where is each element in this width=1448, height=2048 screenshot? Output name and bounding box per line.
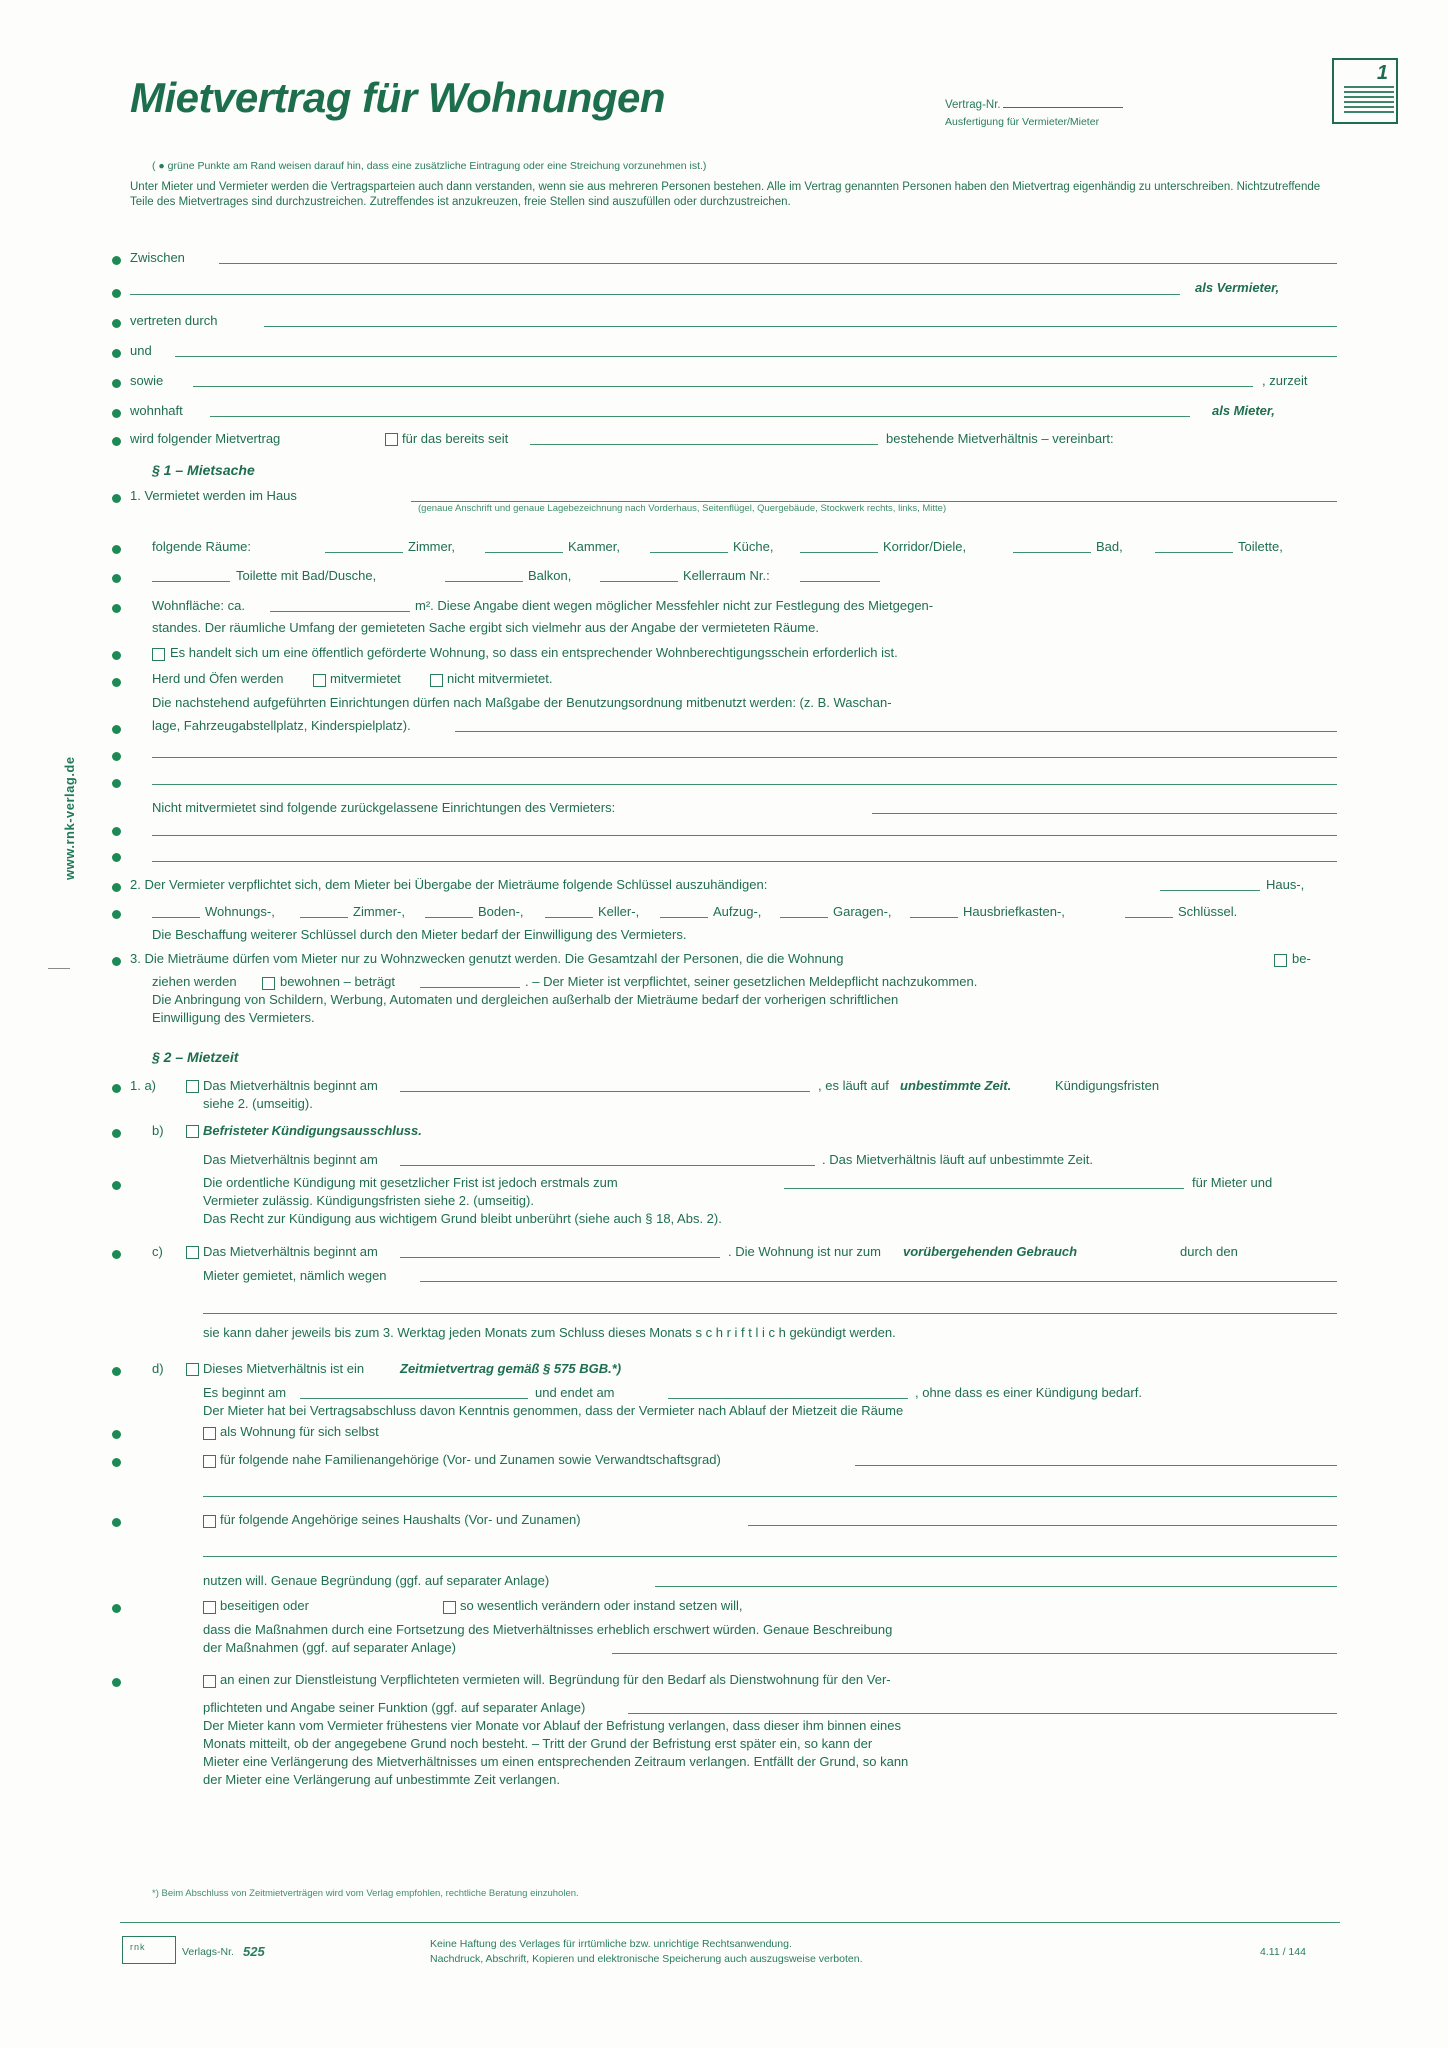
checkbox-dienstwohnung[interactable] — [203, 1675, 216, 1688]
label-p2-d-cb1: als Wohnung für sich selbst — [220, 1424, 379, 1439]
margin-dot — [112, 853, 121, 862]
margin-dot — [112, 1458, 121, 1467]
label-wohnhaft: wohnhaft — [130, 403, 183, 418]
page-title: Mietvertrag für Wohnungen — [130, 74, 666, 121]
field-und[interactable] — [175, 356, 1337, 357]
margin-dot — [112, 289, 121, 298]
footer-code: 4.11 / 144 — [1260, 1946, 1306, 1958]
corner-page-number: 1 — [1376, 62, 1388, 84]
label-p1-item3b-post: . – Der Mieter ist verpflichtet, seiner gesetzlichen Meldepflicht nachzukommen. — [525, 974, 978, 989]
label-p2-b-line2b: für Mieter und — [1192, 1175, 1273, 1190]
label-herd-oefen: Herd und Öfen werden — [152, 671, 284, 686]
label-key-hausbriefkasten: Hausbriefkasten-, — [963, 904, 1065, 919]
label-p1-item1: 1. Vermietet werden im Haus — [130, 488, 297, 503]
margin-dot — [112, 1367, 121, 1376]
label-p2-d-cb6: an einen zur Dienstleistung Verpflichteten vermieten will. Begründung für den Bedarf als Dienstwohnung für den Ver- — [220, 1672, 891, 1687]
checkbox-zeitmietvertrag[interactable] — [186, 1363, 199, 1376]
checkbox-familienangehoerige[interactable] — [203, 1455, 216, 1468]
label-key-aufzug: Aufzug-, — [713, 904, 762, 919]
field-haushaltsangehoerige-1[interactable] — [748, 1525, 1337, 1526]
margin-dot — [112, 1181, 121, 1190]
checkbox-nicht-mitvermietet[interactable] — [430, 674, 443, 687]
margin-dot — [112, 827, 121, 836]
field-kammer[interactable] — [485, 552, 563, 553]
label-room-korridor: Korridor/Diele, — [883, 539, 967, 554]
field-einrichtungen-3[interactable] — [152, 784, 1337, 785]
heading-paragraph-2: § 2 – Mietzeit — [152, 1049, 239, 1065]
field-wohnhaft[interactable] — [210, 416, 1190, 417]
field-sowie[interactable] — [193, 386, 1253, 387]
field-p2-c-beginn[interactable] — [400, 1257, 720, 1258]
label-p2-d-line2b: und endet am — [535, 1385, 615, 1400]
margin-dot — [112, 957, 121, 966]
field-kellerraum-pre[interactable] — [600, 581, 678, 582]
footer-divider — [120, 1922, 1340, 1923]
label-p2-b-line3: Vermieter zulässig. Kündigungsfristen siehe 2. (umseitig). — [203, 1193, 534, 1208]
field-key-7[interactable] — [1125, 917, 1173, 918]
label-p2-1a: 1. a) — [130, 1078, 157, 1093]
label-wohnflaeche-unit: m². Diese Angabe dient wegen möglicher Messfehler nicht zur Festlegung des Mietgegen- — [415, 598, 934, 613]
label-einrichtungen-2: lage, Fahrzeugabstellplatz, Kinderspielplatz). — [152, 718, 411, 733]
label-room-kueche: Küche, — [733, 539, 774, 554]
label-p1-item3b-cb: bewohnen – beträgt — [280, 974, 395, 989]
label-p2-b-line1: Das Mietverhältnis beginnt am — [203, 1152, 378, 1167]
label-p1-item3d: Einwilligung des Vermieters. — [152, 1010, 315, 1025]
label-p2-d-cb3: für folgende Angehörige seines Haushalts (Vor- und Zunamen) — [220, 1512, 581, 1527]
field-key-4[interactable] — [660, 917, 708, 918]
footnote-zeitmietvertrag: *) Beim Abschluss von Zeitmietverträgen wird vom Verlag empfohlen, rechtliche Beratung einzuholen. — [152, 1888, 579, 1899]
field-einrichtungen-2[interactable] — [152, 757, 1337, 758]
margin-dot — [112, 574, 121, 583]
label-sowie: sowie — [130, 373, 164, 388]
margin-dot — [112, 910, 121, 919]
margin-dot — [112, 1430, 121, 1439]
label-key-keller: Keller-, — [598, 904, 640, 919]
field-massnahmen[interactable] — [612, 1653, 1337, 1654]
label-room-kellerraum: Kellerraum Nr.: — [683, 568, 770, 583]
margin-dot — [112, 779, 121, 788]
label-vertreten-durch: vertreten durch — [130, 313, 218, 328]
label-als-mieter: als Mieter, — [1212, 403, 1275, 418]
label-p2-d-line8: Der Mieter kann vom Vermieter frühestens vier Monate vor Ablauf der Befristung verlangen, dass dieser ihm binnen eines — [203, 1718, 902, 1733]
field-key-3[interactable] — [545, 917, 593, 918]
field-p2-b-beginn[interactable] — [400, 1165, 815, 1166]
label-p2-d-cb4: beseitigen oder — [220, 1598, 309, 1613]
label-room-kammer: Kammer, — [568, 539, 621, 554]
label-p2-c-line1: Das Mietverhältnis beginnt am — [203, 1244, 378, 1259]
field-key-1[interactable] — [300, 917, 348, 918]
field-p2-c-grund-2[interactable] — [203, 1313, 1337, 1314]
margin-dot — [112, 256, 121, 265]
field-nicht-mitvermietet-1[interactable] — [872, 813, 1337, 814]
field-begruendung[interactable] — [655, 1586, 1337, 1587]
label-p2-d-line2a: Es beginnt am — [203, 1385, 287, 1400]
field-p2-b-erstmals-zum[interactable] — [784, 1188, 1184, 1189]
label-p2-d-line5: dass die Maßnahmen durch eine Fortsetzung des Mietverhältnisses erheblich erschwert würden. Genaue Beschreibung — [203, 1622, 893, 1637]
label-p2-d-cb5: so wesentlich verändern oder instand setzen will, — [460, 1598, 743, 1613]
label-p2-b-line2: Die ordentliche Kündigung mit gesetzlicher Frist ist jedoch erstmals zum — [203, 1175, 618, 1190]
label-p2-b-bold: Befristeter Kündigungsausschluss. — [203, 1123, 422, 1138]
contract-number-label: Vertrag-Nr. — [945, 99, 1001, 111]
field-familienangehoerige-1[interactable] — [855, 1465, 1337, 1466]
label-room-balkon: Balkon, — [528, 568, 572, 583]
footer-disclaimer-1: Keine Haftung des Verlages für irrtümliche bzw. unrichtige Rechtsanwendung. — [430, 1938, 792, 1950]
label-p2-d-line11: der Mieter eine Verlängerung auf unbestimmte Zeit verlangen. — [203, 1772, 560, 1787]
label-p2-c-line1b: . Die Wohnung ist nur zum — [728, 1244, 881, 1259]
label-p2-d-line10: Mieter eine Verlängerung des Mietverhältnisses um einen entsprechenden Zeitraum verlangen. Entfällt der Grund, so kann — [203, 1754, 909, 1769]
margin-dot — [112, 319, 121, 328]
field-key-6[interactable] — [910, 917, 958, 918]
label-und: und — [130, 343, 152, 358]
margin-dot — [112, 725, 121, 734]
label-einrichtungen-1: Die nachstehend aufgeführten Einrichtungen dürfen nach Maßgabe der Benutzungsordnung mitbenutzt werden: (z. B. Waschan- — [152, 695, 892, 710]
publisher-url: www.rnk-verlag.de — [62, 756, 77, 880]
label-bestehende-mietverhaeltnis: bestehende Mietverhältnis – vereinbart: — [886, 431, 1114, 446]
label-wohnflaeche-cont: standes. Der räumliche Umfang der gemieteten Sache ergibt sich vielmehr aus der Angabe der vermieteten Räume. — [152, 620, 819, 635]
label-p2-d-line7: pflichteten und Angabe seiner Funktion (ggf. auf separater Anlage) — [203, 1700, 586, 1715]
label-p2-d-line1: Dieses Mietverhältnis ist ein — [203, 1361, 365, 1376]
contract-number-field — [945, 96, 1123, 111]
contract-number-blank[interactable] — [1003, 96, 1123, 108]
label-p2-1c: c) — [152, 1244, 163, 1259]
label-p2-d-line9: Monats mitteilt, ob der angegebene Grund noch besteht. – Tritt der Grund der Befristung erst später ein, so kann der — [203, 1736, 873, 1751]
checkbox-bewohnen[interactable] — [262, 977, 275, 990]
label-p2-b-line1b: . Das Mietverhältnis läuft auf unbestimmte Zeit. — [822, 1152, 1093, 1167]
label-p2-1b: b) — [152, 1123, 164, 1138]
margin-dot — [112, 349, 121, 358]
checkbox-beseitigen[interactable] — [203, 1601, 216, 1614]
label-key-boden: Boden-, — [478, 904, 524, 919]
label-key-garagen: Garagen-, — [833, 904, 892, 919]
field-key-2[interactable] — [425, 917, 473, 918]
field-nicht-mitvermietet-2[interactable] — [152, 835, 1337, 836]
label-p2-c-bold: vorübergehenden Gebrauch — [903, 1244, 1078, 1259]
checkbox-oeffentlich-gefoerdert[interactable] — [152, 648, 165, 661]
label-key-schluessel: Schlüssel. — [1178, 904, 1238, 919]
label-room-zimmer: Zimmer, — [408, 539, 455, 554]
margin-dot — [112, 1129, 121, 1138]
margin-dot — [112, 1678, 121, 1687]
field-p2-c-grund-1[interactable] — [420, 1281, 1337, 1282]
field-einrichtungen-1[interactable] — [455, 731, 1337, 732]
label-oeffentlich-gefoerdert: Es handelt sich um eine öffentlich geförderte Wohnung, so dass ein entsprechender Wohnberechtigungsschein erforderlich ist. — [170, 645, 898, 660]
field-key-0[interactable] — [152, 917, 200, 918]
copy-label: Ausfertigung für Vermieter/Mieter — [945, 116, 1100, 128]
label-p1-item3a: 3. Die Mieträume dürfen vom Mieter nur zu Wohnzwecken genutzt werden. Die Gesamtzahl der Personen, die die Wohnung — [130, 951, 844, 966]
label-key-zimmer: Zimmer-, — [353, 904, 405, 919]
field-korridor[interactable] — [800, 552, 878, 553]
field-p2-d-beginn[interactable] — [300, 1398, 528, 1399]
checkbox-bestehendes-mietverhaeltnis[interactable] — [385, 433, 398, 446]
field-toilette[interactable] — [1155, 552, 1233, 553]
checkbox-wesentlich-veraendern[interactable] — [443, 1601, 456, 1614]
field-zimmer[interactable] — [325, 552, 403, 553]
label-p2-a-text: Das Mietverhältnis beginnt am — [203, 1078, 378, 1093]
label-nicht-mitvermietet: nicht mitvermietet. — [447, 671, 553, 686]
checkbox-haushaltsangehoerige[interactable] — [203, 1515, 216, 1528]
label-p1-item3b-pre: ziehen werden — [152, 974, 237, 989]
margin-dot — [112, 651, 121, 660]
field-personenanzahl[interactable] — [420, 987, 520, 988]
margin-dot — [112, 1604, 121, 1613]
margin-dot — [112, 604, 121, 613]
label-p2-c-line1c: durch den — [1180, 1244, 1238, 1259]
margin-dot — [112, 678, 121, 687]
checkbox-befristeter-kuendigungsausschluss[interactable] — [186, 1125, 199, 1138]
field-haus-anschrift[interactable] — [411, 501, 1337, 502]
label-p2-d-line3: Der Mieter hat bei Vertragsabschluss davon Kenntnis genommen, dass der Vermieter nach Ablauf der Mietzeit die Räume — [203, 1403, 904, 1418]
field-key-5[interactable] — [780, 917, 828, 918]
field-vertreten-durch[interactable] — [264, 326, 1337, 327]
label-key-wohnungs: Wohnungs-, — [205, 904, 275, 919]
margin-dot — [112, 437, 121, 446]
label-mitvermietet: mitvermietet — [330, 671, 401, 686]
field-toilette-bad[interactable] — [152, 581, 230, 582]
label-wohnflaeche: Wohnfläche: ca. — [152, 598, 245, 613]
field-p2-a-beginn[interactable] — [400, 1091, 810, 1092]
checkbox-voruebergehender-gebrauch[interactable] — [186, 1246, 199, 1259]
label-p2-1d: d) — [152, 1361, 164, 1376]
margin-dot — [112, 1518, 121, 1527]
label-wird-folgender: wird folgender Mietvertrag — [130, 431, 281, 446]
field-bestehend-seit[interactable] — [530, 444, 878, 445]
hint-haus-anschrift: (genaue Anschrift und genaue Lagebezeichnung nach Vorderhaus, Seitenflügel, Quergebäude, Stockwerk rechts, links, Mitte) — [418, 503, 947, 514]
field-wohnflaeche[interactable] — [270, 611, 410, 612]
checkbox-beziehen-werden[interactable] — [1274, 954, 1287, 967]
checkbox-unbestimmte-zeit[interactable] — [186, 1080, 199, 1093]
margin-dot — [112, 1250, 121, 1259]
field-zwischen[interactable] — [219, 263, 1337, 264]
margin-dot — [112, 1084, 121, 1093]
label-rooms-lead: folgende Räume: — [152, 539, 252, 554]
field-balkon[interactable] — [445, 581, 523, 582]
field-schluessel-haus[interactable] — [1160, 890, 1260, 891]
label-zurzeit: , zurzeit — [1262, 373, 1308, 388]
label-zwischen: Zwischen — [130, 250, 185, 265]
label-als-vermieter: als Vermieter, — [1195, 280, 1280, 295]
corner-decorative-icon — [1344, 86, 1394, 114]
label-p2-d-cb2: für folgende nahe Familienangehörige (Vor- und Zunamen sowie Verwandtschaftsgrad) — [220, 1452, 721, 1467]
heading-paragraph-1: § 1 – Mietsache — [152, 462, 255, 478]
field-p2-d-ende[interactable] — [668, 1398, 908, 1399]
label-p1-item2-cont: Die Beschaffung weiterer Schlüssel durch den Mieter bedarf der Einwilligung des Vermieters. — [152, 927, 687, 942]
label-room-toilette: Toilette, — [1238, 539, 1283, 554]
publisher-logo-text: rnk — [130, 1942, 146, 1952]
intro-paragraph: Unter Mieter und Vermieter werden die Vertragsparteien auch dann verstanden, wenn sie aus mehreren Personen bestehen. Alle im Vertrag genannten Personen haben den Mietvertrag eigenhändig zu unterschreiben. Nichtzutreffende Teile des Mietvertrages sind durchzustreichen. Zutreffendes ist anzukreuzen, freie Stellen sind auszufüllen oder durchzustreichen. — [130, 181, 1321, 208]
label-p2-d-line4: nutzen will. Genaue Begründung (ggf. auf separater Anlage) — [203, 1573, 550, 1588]
field-kellerraum-nr[interactable] — [800, 581, 880, 582]
green-dot-note: ( ● grüne Punkte am Rand weisen darauf hin, dass eine zusätzliche Eintragung oder eine Streichung vorzunehmen ist.) — [152, 160, 707, 172]
field-zwischen-2[interactable] — [130, 294, 1180, 295]
label-p2-d-bold: Zeitmietvertrag gemäß § 575 BGB.*) — [400, 1361, 622, 1376]
label-room-toilette-bad: Toilette mit Bad/Dusche, — [236, 568, 377, 583]
checkbox-mitvermietet[interactable] — [313, 674, 326, 687]
field-dienstwohnung-funktion[interactable] — [628, 1713, 1337, 1714]
label-p2-d-line6: der Maßnahmen (ggf. auf separater Anlage) — [203, 1640, 456, 1655]
label-p1-item2: 2. Der Vermieter verpflichtet sich, dem Mieter bei Übergabe der Mieträume folgende Schlüssel auszuhändigen: — [130, 877, 768, 892]
field-kueche[interactable] — [650, 552, 728, 553]
margin-dot — [112, 409, 121, 418]
label-fuer-das-bereits-seit: für das bereits seit — [402, 431, 509, 446]
field-haushaltsangehoerige-2[interactable] — [203, 1556, 1337, 1557]
label-p2-a-text4: siehe 2. (umseitig). — [203, 1096, 313, 1111]
label-p2-a-text2: , es läuft auf — [818, 1078, 889, 1093]
label-p2-a-bold: unbestimmte Zeit. — [900, 1078, 1012, 1093]
side-tick-mark — [48, 968, 70, 969]
checkbox-als-wohnung-selbst[interactable] — [203, 1427, 216, 1440]
margin-dot — [112, 545, 121, 554]
field-bad[interactable] — [1013, 552, 1091, 553]
margin-dot — [112, 752, 121, 761]
label-schluessel-haus: Haus-, — [1266, 877, 1305, 892]
verlags-nr-label: Verlags-Nr. — [182, 1946, 234, 1958]
margin-dot — [112, 379, 121, 388]
label-p1-item3c: Die Anbringung von Schildern, Werbung, Automaten und dergleichen außerhalb der Mieträume bedarf der vorherigen schriftlichen — [152, 992, 899, 1007]
label-nicht-mitvermietet-einrichtungen: Nicht mitvermietet sind folgende zurückgelassene Einrichtungen des Vermieters: — [152, 800, 616, 815]
margin-dot — [112, 883, 121, 892]
verlags-nr-value: 525 — [243, 1944, 265, 1959]
footer-disclaimer-2: Nachdruck, Abschrift, Kopieren und elektronische Speicherung auch auszugsweise verboten. — [430, 1953, 863, 1965]
label-p2-c-line3: sie kann daher jeweils bis zum 3. Werktag jeden Monats zum Schluss dieses Monats s c h r i f t l i c h gekündigt werden. — [203, 1325, 896, 1340]
label-room-bad: Bad, — [1096, 539, 1123, 554]
label-p2-c-line2: Mieter gemietet, nämlich wegen — [203, 1268, 387, 1283]
field-nicht-mitvermietet-3[interactable] — [152, 861, 1337, 862]
label-p2-a-text3: Kündigungsfristen — [1055, 1078, 1160, 1093]
label-p1-item3a-end: be- — [1292, 951, 1311, 966]
field-familienangehoerige-2[interactable] — [203, 1496, 1337, 1497]
label-p2-d-line2c: , ohne dass es einer Kündigung bedarf. — [915, 1385, 1142, 1400]
margin-dot — [112, 494, 121, 503]
label-p2-b-line4: Das Recht zur Kündigung aus wichtigem Grund bleibt unberührt (siehe auch § 18, Abs. 2). — [203, 1211, 722, 1226]
